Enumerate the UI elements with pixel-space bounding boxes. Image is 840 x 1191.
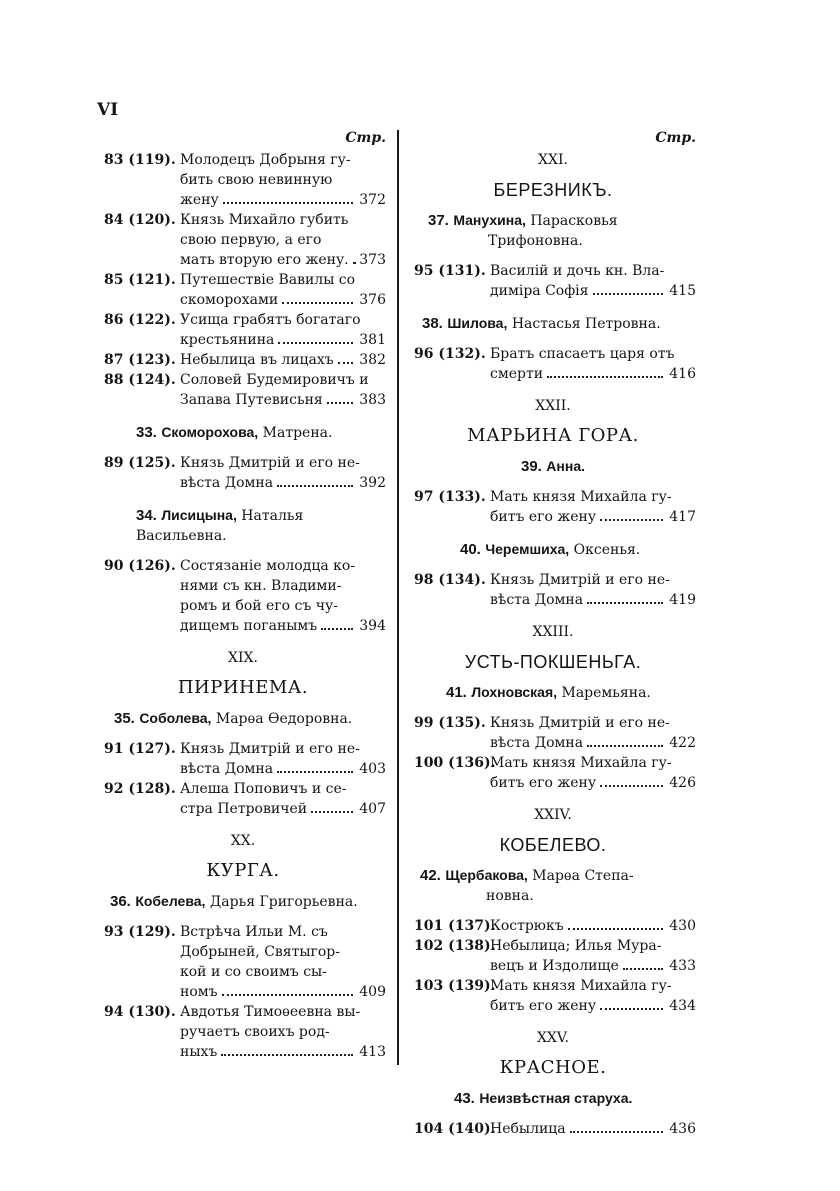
page-reference: 376 (359, 292, 386, 308)
narrator-33: 33. Скоморохова, Матрена. (136, 424, 333, 441)
toc-entry (100, 310, 386, 350)
narrator-43: 43. Неизвѣстная старуха. (454, 1090, 633, 1107)
entry-number: 91 (127). (104, 741, 176, 757)
entry-number: 86 (122). (104, 312, 176, 328)
place-heading-ust-pokshenga: УСТЬ-ПОКШЕНЬГА. (464, 652, 642, 672)
entry-title-last-line (180, 350, 386, 370)
entry-title-line: Соловей Будемировичъ и (180, 372, 369, 388)
entry-number: 94 (130). (104, 1004, 176, 1020)
page-reference: 415 (669, 283, 696, 299)
entry-number: 102 (138). (414, 938, 496, 954)
entry-number: 92 (128). (104, 781, 176, 797)
entry-title-line: Добрыней, Святыгор- (180, 944, 340, 960)
toc-entry (410, 916, 696, 936)
narrator-38: 38. Шилова, Настасья Петровна. (422, 315, 661, 332)
page-reference: 383 (359, 392, 386, 408)
toc-entry (100, 350, 386, 370)
entry-title-line: Князь Дмитрій и его не- (490, 572, 670, 588)
place-heading-bereznik: БЕРЕЗНИКЪ. (493, 180, 613, 200)
entry-title-last-line (490, 1119, 696, 1139)
page-reference: 407 (359, 801, 386, 817)
dot-leader (600, 1008, 663, 1010)
narrator-37: 37. Манухина, Парасковья Трифоновна. (428, 212, 618, 249)
toc-entry (100, 270, 386, 310)
dot-leader (587, 745, 663, 747)
entry-title-line: ручаетъ своихъ род- (180, 1024, 330, 1040)
entry-title-line: кой и со своимъ сы- (180, 964, 327, 980)
dot-leader (587, 602, 663, 604)
entry-title-line: Авдотья Тимоѳеевна вы- (180, 1004, 361, 1020)
toc-entry (410, 753, 696, 793)
entry-title-line: Мать князя Михайла гу- (490, 489, 672, 505)
entry-title-last-line (490, 996, 696, 1016)
entry-title-text: Запава Путевисьня (180, 392, 323, 408)
entry-number: 96 (132). (414, 346, 486, 362)
entry-title-text: ныхъ (180, 1044, 218, 1060)
entry-title-line: Князь Дмитрій и его не- (490, 715, 670, 731)
entry-title-text: Кострюкъ (490, 918, 564, 934)
left-column (100, 128, 386, 1062)
page-column-heading: Стр. (345, 130, 386, 146)
section-number-xx: XX. (230, 833, 256, 849)
entry-number: 99 (135). (414, 715, 486, 731)
page-number: VI (97, 100, 119, 120)
entry-title-last-line (490, 733, 696, 753)
page-reference: 430 (669, 918, 696, 934)
entry-number: 87 (123). (104, 352, 176, 368)
dot-leader (600, 785, 663, 787)
entry-title-last-line (180, 1042, 386, 1062)
place-heading-krasnoe: КРАСНОЕ. (499, 1057, 607, 1078)
page-reference: 381 (359, 332, 386, 348)
entry-number: 103 (139). (414, 978, 496, 994)
entry-number: 83 (119). (104, 152, 176, 168)
entry-title-text: битъ его жену (490, 509, 597, 525)
toc-entry (100, 1002, 386, 1062)
entry-number: 98 (134). (414, 572, 486, 588)
page-reference: 416 (669, 366, 696, 382)
page-reference: 426 (669, 775, 696, 791)
page-reference: 373 (359, 252, 386, 268)
page-reference: 419 (669, 592, 696, 608)
toc-entry (100, 556, 386, 636)
section-number-xxi: XXI. (538, 152, 568, 168)
entry-number: 97 (133). (414, 489, 486, 505)
entry-title-line: Встрѣча Ильи М. съ (180, 924, 328, 940)
section-number-xix: XIX. (228, 650, 258, 666)
entry-number: 85 (121). (104, 272, 176, 288)
dot-leader (327, 402, 354, 404)
entry-title-text: битъ его жену (490, 998, 597, 1014)
dot-leader (547, 376, 663, 378)
entry-number: 95 (131). (414, 263, 486, 279)
toc-entry (100, 370, 386, 410)
narrator-36: 36. Кобелева, Дарья Григорьевна. (110, 893, 358, 910)
entry-title-line: Алеша Поповичъ и се- (180, 781, 347, 797)
narrator-42: 42. Щербакова, Марѳа Степа- новна. (420, 867, 634, 904)
entry-title-line: Василій и дочь кн. Вла- (490, 263, 665, 279)
entry-title-text: крестьянина (180, 332, 275, 348)
page-reference: 394 (359, 618, 386, 634)
entry-number: 84 (120). (104, 212, 176, 228)
entry-title-text: мать вторую его жену. (180, 252, 349, 268)
entry-title-last-line (490, 507, 696, 527)
toc-entry (410, 570, 696, 610)
toc-entry (100, 779, 386, 819)
dot-leader (338, 362, 354, 364)
entry-title-text: номъ (180, 984, 218, 1000)
dot-leader (277, 771, 353, 773)
entry-title-text: вецъ и Издолище (490, 958, 619, 974)
narrator-39: 39. Анна. (520, 458, 585, 475)
narrator-41: 41. Лохновская, Маремьяна. (446, 684, 651, 701)
entry-title-last-line (180, 330, 386, 350)
entry-title-line: Мать князя Михайла гу- (490, 978, 672, 994)
toc-entry (100, 453, 386, 493)
entry-title-line: Молодецъ Добрыня гу- (180, 152, 351, 168)
right-column (410, 128, 696, 1139)
narrator-34: 34. Лисицына, Наталья Васильевна. (136, 507, 304, 544)
dot-leader (222, 994, 354, 996)
toc-entry (410, 976, 696, 1016)
entry-title-text: скоморохами (180, 292, 279, 308)
entry-title-text: вѣста Домна (180, 761, 274, 777)
entry-title-last-line (180, 616, 386, 636)
page-reference: 436 (669, 1121, 696, 1137)
entry-title-text: диміра Софія (490, 283, 589, 299)
toc-entry (100, 922, 386, 1002)
entry-number: 100 (136). (414, 755, 496, 771)
page-reference: 433 (669, 958, 696, 974)
entry-title-line: бить свою невинную (180, 172, 333, 188)
entry-number: 88 (124). (104, 372, 176, 388)
toc-entry (100, 150, 386, 210)
entry-title-line: свою первую, а его (180, 232, 322, 248)
page-reference: 434 (669, 998, 696, 1014)
entry-title-text: битъ его жену (490, 775, 597, 791)
entry-title-line: Небылица; Илья Мура- (490, 938, 662, 954)
entry-title-line: ромъ и бой его съ чу- (180, 598, 338, 614)
entry-title-line: Мать князя Михайла гу- (490, 755, 672, 771)
dot-leader (321, 628, 353, 630)
entry-title-text: вѣста Домна (180, 475, 274, 491)
page-column-heading: Стр. (655, 130, 696, 146)
column-divider (397, 130, 399, 1065)
page-reference: 392 (359, 475, 386, 491)
entry-title-last-line (180, 290, 386, 310)
entry-title-last-line (490, 916, 696, 936)
toc-entry (410, 487, 696, 527)
page-reference: 403 (359, 761, 386, 777)
entry-title-text: стра Петровичей (180, 801, 308, 817)
entry-title-last-line (180, 982, 386, 1002)
dot-leader (593, 293, 664, 295)
section-number-xxii: XXII. (535, 398, 571, 414)
entry-number: 101 (137). (414, 918, 496, 934)
entry-title-line: Князь Дмитрій и его не- (180, 455, 360, 471)
place-heading-marina-gora: МАРЬИНА ГОРА. (467, 425, 639, 446)
page-reference: 409 (359, 984, 386, 1000)
toc-entry (100, 210, 386, 270)
entry-title-line: нями съ кн. Владими- (180, 578, 342, 594)
dot-leader (568, 928, 664, 930)
dot-leader (282, 302, 353, 304)
dot-leader (623, 968, 664, 970)
entry-title-line: Состязаніе молодца ко- (180, 558, 356, 574)
narrator-35: 35. Соболева, Марѳа Ѳедоровна. (114, 710, 353, 727)
entry-title-text: вѣста Домна (490, 592, 584, 608)
entry-title-line: Князь Михайло губить (180, 212, 349, 228)
toc-entry (410, 261, 696, 301)
page-reference: 413 (359, 1044, 386, 1060)
entry-title-last-line (490, 956, 696, 976)
toc-entry (410, 713, 696, 753)
entry-title-text: Небылица (490, 1121, 566, 1137)
page-reference: 422 (669, 735, 696, 751)
dot-leader (353, 262, 354, 264)
entry-title-text: Небылица въ лицахъ (180, 352, 334, 368)
entry-title-last-line (490, 773, 696, 793)
entry-title-last-line (490, 590, 696, 610)
entry-title-line: Путешествіе Вавилы со (180, 272, 356, 288)
entry-number: 89 (125). (104, 455, 176, 471)
section-number-xxv: XXV. (536, 1030, 570, 1046)
section-number-xxiii: XXIII. (532, 624, 574, 640)
dot-leader (570, 1131, 664, 1133)
entry-title-text: смерти (490, 366, 544, 382)
toc-entry (100, 739, 386, 779)
entry-title-last-line (180, 759, 386, 779)
dot-leader (278, 342, 353, 344)
entry-title-last-line (180, 250, 386, 270)
entry-title-line: Князь Дмитрій и его не- (180, 741, 360, 757)
toc-entry (410, 1119, 696, 1139)
entry-number: 104 (140). (414, 1121, 496, 1137)
entry-title-line: Братъ спасаетъ царя отъ (490, 346, 675, 362)
dot-leader (311, 811, 353, 813)
entry-title-last-line (180, 190, 386, 210)
page-reference: 372 (359, 192, 386, 208)
page-reference: 382 (359, 352, 386, 368)
dot-leader (223, 202, 354, 204)
entry-title-last-line (180, 799, 386, 819)
entry-number: 93 (129). (104, 924, 176, 940)
entry-title-last-line (490, 364, 696, 384)
entry-title-text: жену (180, 192, 219, 208)
entry-title-last-line (490, 281, 696, 301)
toc-entry (410, 936, 696, 976)
dot-leader (221, 1054, 353, 1056)
place-heading-kurga: КУРГА. (206, 860, 280, 881)
entry-title-line: Усища грабятъ богатаго (180, 312, 361, 328)
place-heading-pirinema: ПИРИНЕМА. (177, 677, 309, 698)
page-reference: 417 (669, 509, 696, 525)
place-heading-kobelevo: КОБЕЛЕВО. (499, 835, 607, 855)
entry-title-text: вѣста Домна (490, 735, 584, 751)
entry-title-last-line (180, 473, 386, 493)
entry-title-text: дищемъ поганымъ (180, 618, 318, 634)
entry-title-last-line (180, 390, 386, 410)
entry-number: 90 (126). (104, 558, 176, 574)
narrator-40: 40. Черемшиха, Оксенья. (460, 541, 641, 558)
dot-leader (600, 519, 663, 521)
toc-entry (410, 344, 696, 384)
dot-leader (277, 485, 353, 487)
section-number-xxiv: XXIV. (534, 807, 572, 823)
